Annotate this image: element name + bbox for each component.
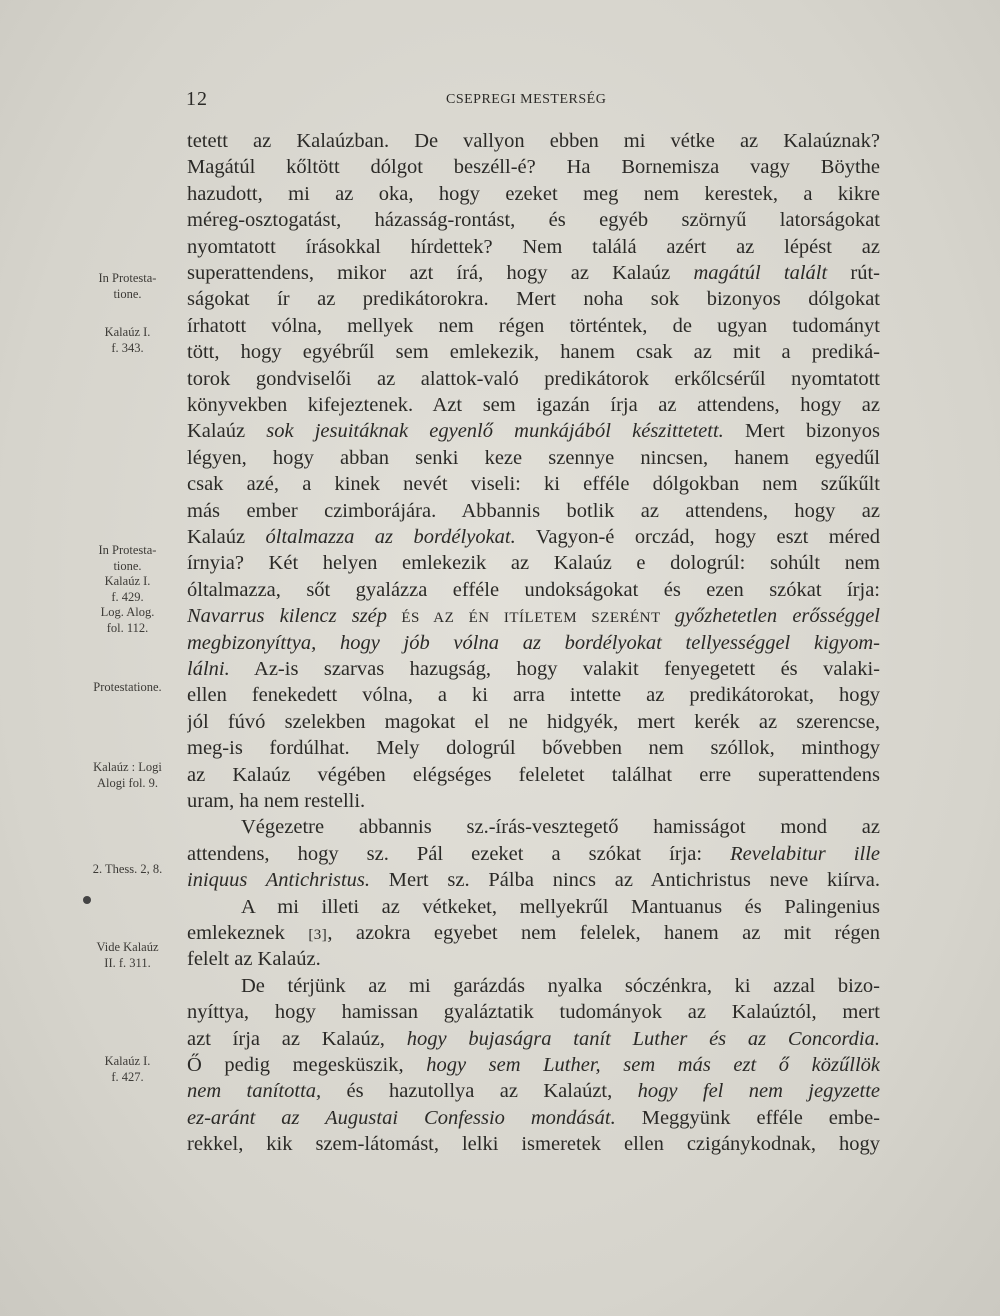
margin-note-line: Kalaúz I.	[104, 574, 151, 588]
running-head	[0, 88, 1000, 112]
italic-text: nem tanította,	[187, 1080, 322, 1103]
text-line	[187, 471, 880, 497]
text-segment: Végezetre abbannis sz.-írás-vesztegető hamisságot mond az	[241, 816, 880, 839]
text-segment: írnyia? Két helyen emlekezik az Kalaúz e dologrúl: sohúlt nem	[187, 552, 880, 575]
text-segment: Kalaúz	[187, 526, 266, 548]
italic-text: hogy fel nem jegyzette	[637, 1080, 880, 1103]
text-segment: torok gondviselői az alattok-való predikátorok erkőlcsérűl nyomtatott	[187, 367, 880, 390]
margin-note	[70, 680, 185, 696]
text-line	[187, 894, 880, 920]
text-line	[187, 524, 880, 550]
margin-note-line: tione.	[113, 558, 142, 573]
margin-bullet-mark	[83, 896, 91, 904]
text-line	[187, 207, 880, 233]
italic-text: hogy bujaságra tanít Luther és az Concordia.	[406, 1027, 880, 1050]
text-segment: Magátúl kőltött dólgot beszéll-é? Ha Bornemisza vagy Böythe	[187, 156, 880, 179]
text-segment: Kalaúz	[187, 420, 267, 443]
text-segment: Ő pedig megesküszik,	[187, 1054, 427, 1076]
margin-note	[70, 543, 185, 636]
text-segment: De térjünk az mi garázdás nyalka sóczénkra, ki azzal bizo-	[241, 974, 880, 997]
italic-text: óltalmazza az bordélyokat.	[265, 526, 516, 548]
text-line	[187, 788, 880, 814]
text-line	[187, 550, 880, 576]
text-line	[187, 603, 880, 629]
italic-text: hogy sem Luther, sem más ezt ő közűllök	[426, 1054, 880, 1076]
italic-text: Navarrus kilencz szép	[187, 605, 388, 628]
text-line	[187, 498, 880, 524]
margin-note-line: tione.	[113, 286, 142, 301]
text-segment: jól fúvó szelekben magokat el ne hidgyék, mert kerék az szerencse,	[187, 710, 880, 733]
margin-note	[70, 862, 185, 878]
text-segment: könyvekben kifejeztenek. Azt sem igazán írja az attendens, hogy az	[187, 394, 880, 416]
text-line	[187, 946, 880, 972]
text-line	[187, 154, 880, 180]
text-line	[187, 682, 880, 708]
text-line	[187, 814, 880, 840]
text-segment: csak azé, a kinek nevét viseli: ki efféle dólgokban nem szűkűlt	[187, 473, 880, 496]
text-segment: azt írja az Kalaúz,	[187, 1027, 407, 1050]
text-segment: óltalmazza, sőt gyalázza efféle undokságokat és ezen szókat írja:	[187, 578, 880, 601]
text-line	[187, 867, 880, 893]
text-line	[187, 973, 880, 999]
text-segment: rút-	[827, 262, 880, 284]
text-line	[187, 339, 880, 365]
text-segment: attendens, hogy sz. Pál ezeket a szókat írja:	[187, 842, 731, 865]
text-line	[187, 762, 880, 788]
text-segment: légyen, hogy abban senki keze szennye nincsen, hanem egyedűl	[187, 446, 880, 469]
margin-note-line: Kalaúz I.	[104, 1054, 151, 1068]
text-segment: nyomtatott írásokkal hírdettek? Nem találá azért az lépést az	[187, 235, 880, 258]
margin-note	[70, 271, 185, 302]
text-segment: az Kalaúz végében elégséges feleletet találhat erre superattendens	[187, 763, 880, 786]
text-line	[187, 1026, 880, 1052]
text-segment: Mert bizonyos	[723, 420, 880, 443]
margin-note-line: Kalaúz I.	[104, 325, 151, 339]
text-segment: hazudott, mi az oka, hogy ezeket meg nem kerestek, a kikre	[187, 182, 880, 205]
text-line	[187, 1105, 880, 1131]
text-line	[187, 999, 880, 1025]
margin-note	[70, 1054, 185, 1085]
margin-note	[70, 760, 185, 791]
margin-note-line: 2. Thess. 2, 8.	[92, 862, 163, 876]
margin-note	[70, 325, 185, 356]
running-title: CSEPREGI MESTERSÉG	[446, 92, 607, 107]
text-segment: tetett az Kalaúzban. De vallyon ebben mi vétke az Kalaúznak?	[187, 130, 880, 152]
margin-note-line: Alogi fol. 9.	[96, 775, 159, 790]
italic-text: megbizonyíttya, hogy jób vólna az bordélyokat tellyességgel kigyom-	[187, 631, 880, 654]
margin-note	[70, 940, 185, 971]
text-segment: nyíttya, hogy hamissan gyaláztatik tudományok az Kalaúztól, mert	[187, 1001, 880, 1024]
italic-text: győzhetetlen erősséggel	[674, 605, 880, 628]
text-line	[187, 630, 880, 656]
text-segment: Az-is szarvas hazugság, hogy valakit fenyegetett és valaki-	[229, 658, 880, 680]
text-line	[187, 735, 880, 761]
margin-note-line: In Protesta-	[98, 271, 157, 285]
text-segment: és hazutollya az Kalaúzt,	[321, 1080, 638, 1103]
text-line	[187, 1052, 880, 1078]
text-line	[187, 366, 880, 392]
margin-note-line: II. f. 311.	[104, 955, 151, 970]
margin-note-line: Kalaúz : Logi	[93, 760, 162, 774]
text-line	[187, 1131, 880, 1157]
text-segment: Mert sz. Pálba nincs az Antichristus neve kiírva.	[370, 869, 880, 892]
text-line	[187, 260, 880, 286]
italic-text: iniquus Antichristus.	[187, 869, 370, 892]
text-segment: A mi illeti az vétkeket, mellyekrűl Mantuanus és Palingenius	[241, 895, 880, 918]
text-segment: Vagyon-é orczád, hogy eszt méred	[515, 526, 880, 548]
text-line	[187, 656, 880, 682]
text-segment: méreg-osztogatást, házasság-rontást, és egyéb szörnyű latorságokat	[187, 209, 880, 232]
margin-note-line: Log. Alog.	[100, 605, 155, 619]
text-segment: más ember czimborájára. Abbannis botlik az attendens, hogy az	[187, 499, 880, 522]
text-line	[187, 445, 880, 471]
margin-note-line: f. 427.	[111, 1069, 144, 1084]
italic-text: sok jesuitáknak egyenlő munkájából készittetett.	[266, 420, 724, 443]
text-line	[187, 181, 880, 207]
margin-note-line: In Protesta-	[98, 543, 157, 557]
margin-note-line: f. 429.	[111, 589, 144, 604]
text-segment: uram, ha nem restelli.	[187, 790, 366, 812]
text-line	[187, 920, 880, 946]
text-segment: meg-is fordúlhat. Mely dologrúl bővebben nem szóllok, minthogy	[187, 737, 880, 760]
margin-note-line: f. 343.	[111, 340, 144, 355]
text-line	[187, 709, 880, 735]
page-number: 12	[186, 88, 208, 110]
text-segment: , azokra egyebet nem felelek, hanem az mit régen	[327, 922, 880, 944]
text-line	[187, 313, 880, 339]
text-line	[187, 392, 880, 418]
text-segment: ÉS AZ ÉN ITÍLETEM SZERÉNT	[387, 610, 675, 627]
text-line	[187, 1078, 880, 1104]
margin-note-line: Vide Kalaúz	[96, 940, 159, 954]
text-segment: felelt az Kalaúz.	[187, 948, 321, 971]
text-line	[187, 286, 880, 312]
text-segment: Meggyünk efféle embe-	[615, 1106, 880, 1129]
text-segment: ellen fenekedett vólna, a ki arra intette az predikátorokat, hogy	[187, 684, 880, 707]
text-segment: superattendens, mikor azt írá, hogy az Kalaúz	[187, 262, 694, 284]
italic-text: lálni.	[187, 658, 230, 680]
text-segment: ságokat ír az predikátorokra. Mert noha sok bizonyos dólgokat	[187, 288, 880, 311]
italic-text: Revelabitur ille	[730, 842, 880, 865]
text-line	[187, 234, 880, 260]
margin-note-line: fol. 112.	[106, 620, 149, 635]
text-segment: emlekeznek	[187, 922, 309, 944]
text-line	[187, 577, 880, 603]
margin-note-line: Protestatione.	[93, 680, 162, 694]
text-line	[187, 418, 880, 444]
text-segment: tött, hogy egyébrűl sem emlekezik, hanem csak az mit a prediká-	[187, 341, 880, 364]
text-segment: írhatott vólna, mellyek nem régen történtek, de ugyan tudományt	[187, 314, 880, 337]
italic-text: ez-aránt az Augustai Confessio mondását.	[187, 1106, 616, 1129]
italic-text: magátúl talált	[693, 262, 828, 284]
text-line	[187, 128, 880, 154]
text-segment: rekkel, kik szem-látomást, lelki ismeretek ellen czigánykodnak, hogy	[187, 1133, 880, 1156]
text-segment: [3]	[308, 927, 328, 943]
text-line	[187, 841, 880, 867]
